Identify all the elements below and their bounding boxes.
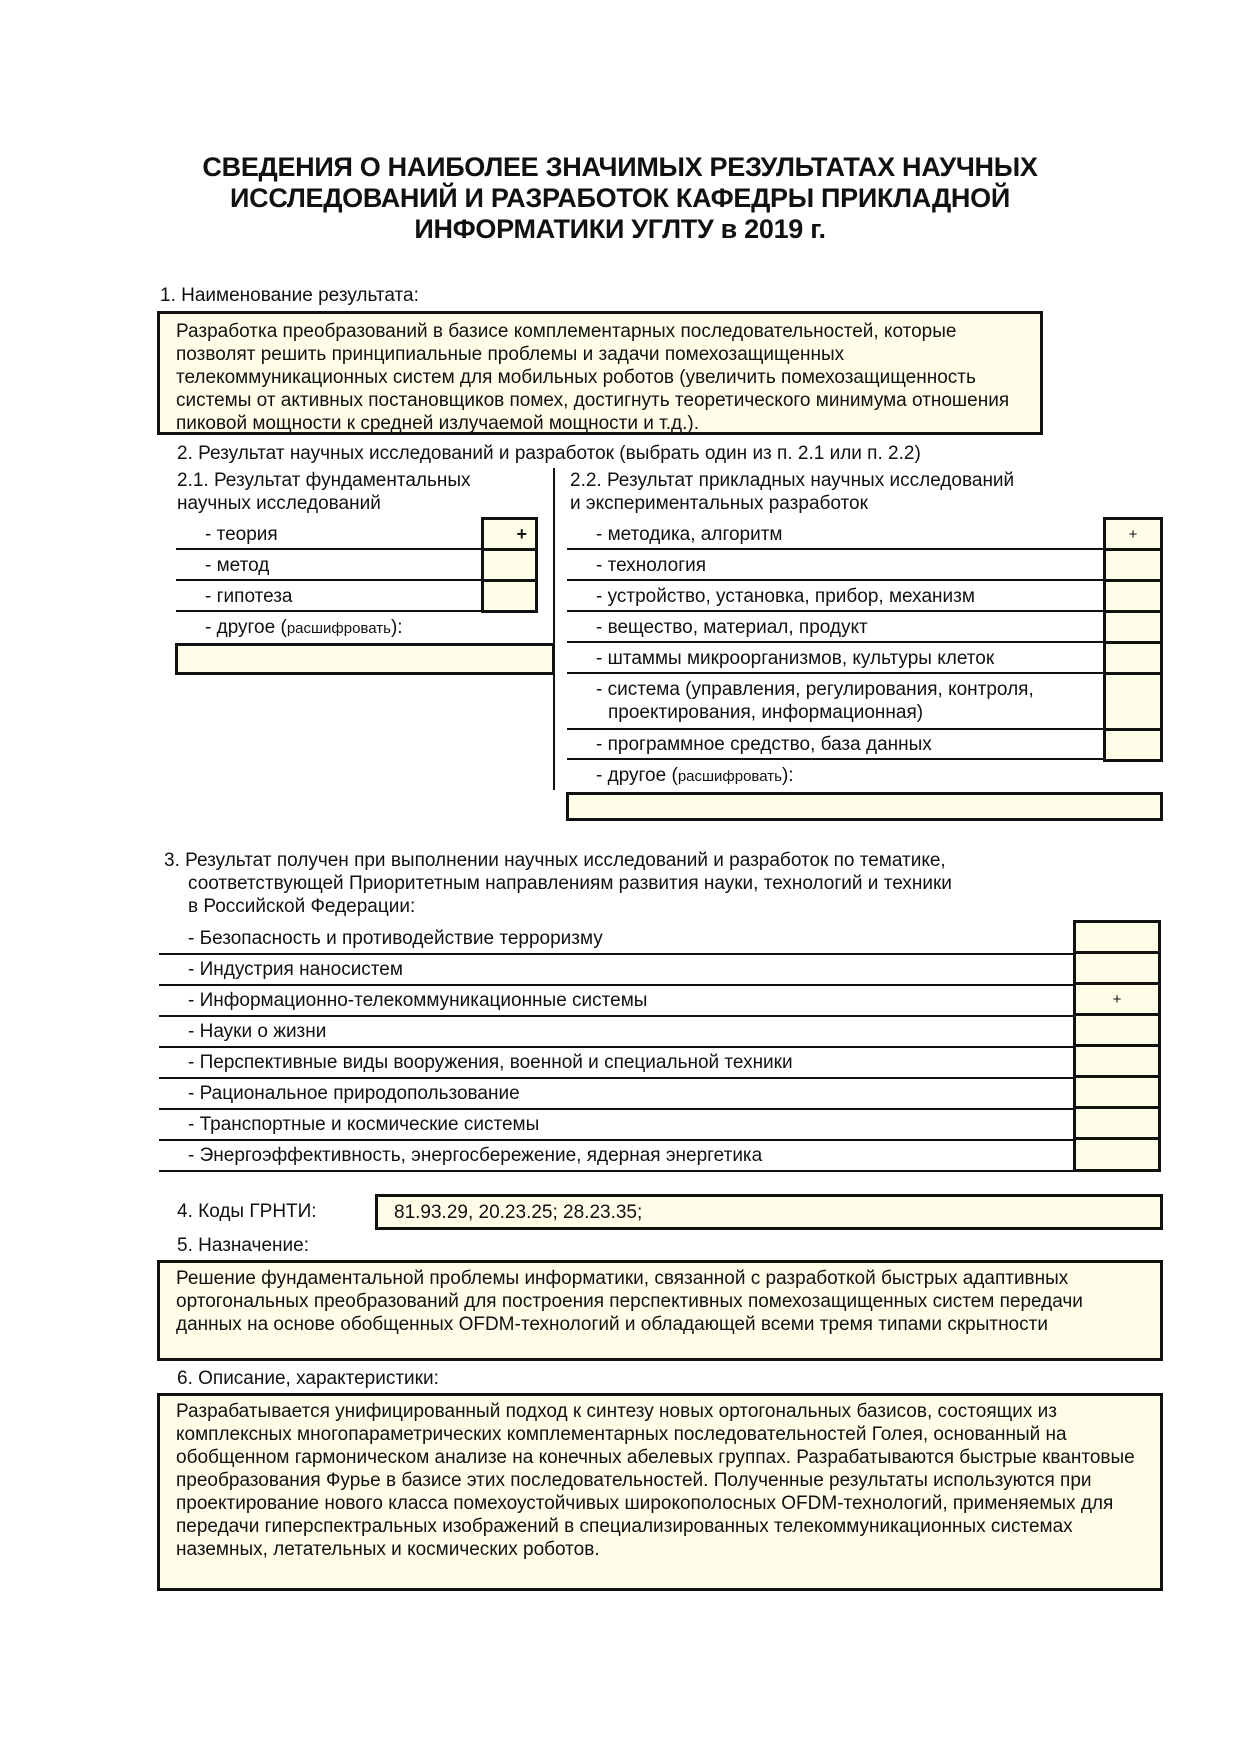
- applied-system-checkbox[interactable]: [1103, 672, 1163, 731]
- row-divider: [159, 1015, 1074, 1017]
- applied-other-label: [596, 765, 794, 788]
- row-divider: [567, 672, 1105, 674]
- result-name-value: Разработка преобразований в базисе комплементарных последовательностей, которые позволят решить принципиальные проблемы и задачи помехозащищенных телекоммуникационных систем для мобильных роботов (увеличить помехозащищенность системы от активных постановщиков помех, достигнуть теоретического минимума отношения пиковой мощности к средней излучаемой мощности и т.д.).: [176, 321, 1010, 434]
- applied-item-label: - методика, алгоритм: [596, 524, 783, 545]
- row-divider: [176, 579, 482, 581]
- document-title: СВЕДЕНИЯ О НАИБОЛЕЕ ЗНАЧИМЫХ РЕЗУЛЬТАТАХ НАУЧНЫХ ИССЛЕДОВАНИЙ И РАЗРАБОТОК КАФЕДРЫ ПРИКЛАДНОЙ ИНФОРМАТИКИ УГЛТУ в 2019 г.: [202, 152, 1038, 244]
- row-divider: [159, 984, 1074, 986]
- section3-label-line1: 3. Результат получен при выполнении научных исследований и разработок по тематике,: [164, 850, 946, 871]
- purpose-value: Решение фундаментальной проблемы информатики, связанной с разработкой быстрых адаптивных ортогональных преобразований для построения перспективных помехозащищенных систем передачи данных на основе обобщенных OFDM-технологий и обладающей всеми тремя типами скрытности: [176, 1268, 1083, 1335]
- fundamental-item-theory-label: - теория: [205, 524, 278, 545]
- priority-item-label: - Транспортные и космические системы: [188, 1114, 540, 1135]
- fundamental-heading-line1: 2.1. Результат фундаментальных: [177, 470, 471, 491]
- fundamental-other-label: [205, 617, 403, 640]
- priority-item-label: - Перспективные виды вооружения, военной и специальной техники: [188, 1052, 793, 1073]
- priority-checkbox[interactable]: [1073, 1044, 1161, 1078]
- fundamental-method-checkbox[interactable]: [481, 548, 538, 582]
- row-divider: [159, 1139, 1074, 1141]
- applied-device-checkbox[interactable]: [1103, 579, 1163, 613]
- other-prefix: - другое (: [596, 765, 678, 786]
- applied-item-label: - устройство, установка, прибор, механизм: [596, 586, 975, 607]
- applied-item-label: - система (управления, регулирования, контроля,: [596, 679, 1034, 700]
- priority-checkbox[interactable]: [1073, 1075, 1161, 1109]
- column-divider: [553, 468, 555, 790]
- check-mark: +: [516, 523, 527, 544]
- applied-substance-checkbox[interactable]: [1103, 610, 1163, 644]
- other-hint: расшифровать: [677, 768, 782, 785]
- row-divider: [567, 610, 1105, 612]
- row-divider: [176, 610, 482, 612]
- priority-checkbox[interactable]: [1073, 920, 1161, 954]
- row-divider: [567, 758, 1105, 760]
- row-divider: [159, 1077, 1074, 1079]
- priority-item-label: - Индустрия наносистем: [188, 959, 403, 980]
- applied-heading-line1: 2.2. Результат прикладных научных исследований: [570, 470, 1015, 491]
- section1-label: 1. Наименование результата:: [160, 285, 419, 306]
- row-divider: [567, 728, 1105, 730]
- fundamental-item-hypothesis-label: - гипотеза: [205, 586, 293, 607]
- other-suffix: ):: [781, 765, 794, 786]
- applied-method-checkbox[interactable]: [1103, 517, 1163, 551]
- section5-label: 5. Назначение:: [177, 1235, 309, 1256]
- grnti-codes-field[interactable]: [375, 1194, 1163, 1230]
- section4-label: 4. Коды ГРНТИ:: [177, 1201, 317, 1222]
- other-hint: расшифровать: [286, 620, 391, 637]
- fundamental-other-field[interactable]: [175, 643, 555, 675]
- applied-strains-checkbox[interactable]: [1103, 641, 1163, 675]
- check-mark: +: [1128, 525, 1138, 543]
- other-suffix: ):: [390, 617, 403, 638]
- check-mark: +: [1112, 990, 1122, 1008]
- priority-checkbox[interactable]: [1073, 982, 1161, 1016]
- row-divider: [159, 1108, 1074, 1110]
- applied-item-label: - программное средство, база данных: [596, 734, 932, 755]
- applied-item-label-cont: проектирования, информационная): [608, 702, 924, 723]
- other-prefix: - другое (: [205, 617, 287, 638]
- priority-checkbox[interactable]: [1073, 1106, 1161, 1140]
- row-divider: [176, 548, 482, 550]
- row-divider: [567, 641, 1105, 643]
- priority-checkbox[interactable]: [1073, 1013, 1161, 1047]
- applied-item-label: - штаммы микроорганизмов, культуры клеток: [596, 648, 995, 669]
- fundamental-hypothesis-checkbox[interactable]: [481, 579, 538, 613]
- row-divider: [159, 953, 1074, 955]
- priority-item-label: - Безопасность и противодействие терроризму: [188, 928, 603, 949]
- row-divider: [567, 579, 1105, 581]
- row-divider: [159, 1170, 1074, 1172]
- fundamental-heading-line2: научных исследований: [177, 493, 381, 514]
- fundamental-theory-checkbox[interactable]: [481, 517, 538, 551]
- result-name-field[interactable]: [157, 311, 1043, 435]
- description-field[interactable]: [157, 1393, 1163, 1591]
- applied-item-label: - технология: [596, 555, 707, 576]
- description-value: Разрабатывается унифицированный подход к синтезу новых ортогональных базисов, состоящих из комплексных многопараметрических комплементарных последовательностей Голея, основанный на обобщенном гармоническом анализе на конечных абелевых группах. Разрабатываются быстрые квантовые преобразования Фурье в базисе этих последовательностей. Полученные результаты используются при проектирование нового класса помехоустойчивых широкополосных OFDM-технологий, применяемых для передачи гиперспектральных изображений в специализированных телекоммуникационных системах наземных, летательных и космических роботов.: [176, 1401, 1135, 1560]
- applied-technology-checkbox[interactable]: [1103, 548, 1163, 582]
- section6-label: 6. Описание, характеристики:: [177, 1368, 439, 1389]
- section3-label-line3: в Российской Федерации:: [188, 896, 416, 917]
- priority-item-label: - Науки о жизни: [188, 1021, 327, 1042]
- grnti-codes-value: 81.93.29, 20.23.25; 28.23.35;: [394, 1202, 643, 1223]
- applied-item-label: - вещество, материал, продукт: [596, 617, 868, 638]
- priority-checkbox[interactable]: [1073, 951, 1161, 985]
- applied-heading-line2: и экспериментальных разработок: [570, 493, 868, 514]
- priority-item-label: - Рациональное природопользование: [188, 1083, 520, 1104]
- priority-item-label: - Информационно-телекоммуникационные системы: [188, 990, 648, 1011]
- purpose-field[interactable]: [157, 1260, 1163, 1361]
- section3-label-line2: соответствующей Приоритетным направлениям развития науки, технологий и техники: [188, 873, 952, 894]
- applied-other-field[interactable]: [566, 792, 1163, 821]
- priority-checkbox[interactable]: [1073, 1137, 1161, 1172]
- priority-item-label: - Энергоэффективность, энергосбережение, ядерная энергетика: [188, 1145, 763, 1166]
- row-divider: [159, 1046, 1074, 1048]
- row-divider: [567, 548, 1105, 550]
- applied-software-checkbox[interactable]: [1103, 728, 1163, 762]
- fundamental-item-method-label: - метод: [205, 555, 270, 576]
- section2-label: 2. Результат научных исследований и разработок (выбрать один из п. 2.1 или п. 2.2): [177, 443, 921, 464]
